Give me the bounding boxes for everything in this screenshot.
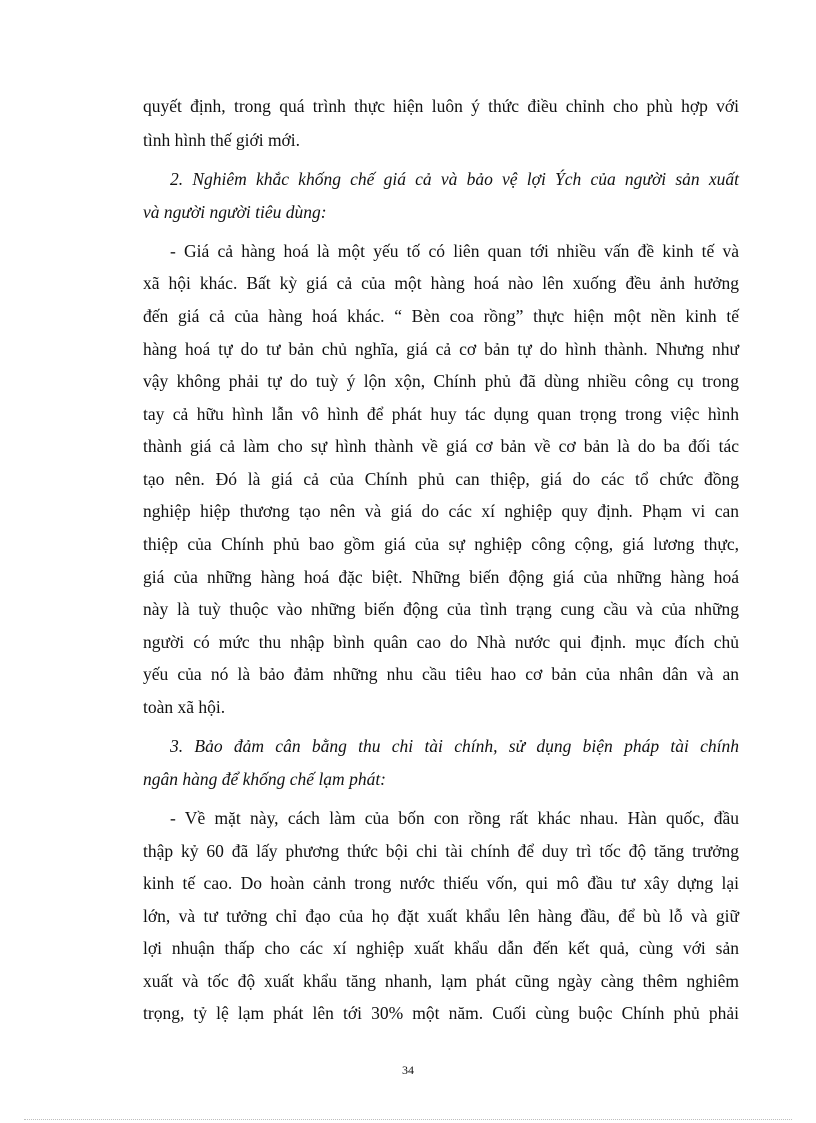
text-line: giá của những hàng hoá đặc biệt. Những biến động giá của những hàng hoá <box>143 567 739 587</box>
text-line: yếu của nó là bảo đảm những nhu cầu tiêu hao cơ bản của nhân dân và an <box>143 664 739 684</box>
text-line: tình hình thế giới mới. <box>143 130 301 150</box>
text-line: tạo nên. Đó là giá cả của Chính phủ can thiệp, giá do các tổ chức đồng <box>143 469 739 489</box>
text-line: lợi nhuận thấp cho các xí nghiệp xuất khẩu dẫn đến kết quả, cùng với sản <box>143 938 739 958</box>
text-line: thiệp của Chính phủ bao gồm giá của sự nghiệp công cộng, giá lương thực, <box>143 534 739 554</box>
text-line: xuất và tốc độ xuất khẩu tăng nhanh, lạm phát cũng ngày càng thêm nghiêm <box>143 971 739 991</box>
page-bottom-divider <box>24 1119 792 1120</box>
text-line: thành giá cả làm cho sự hình thành về giá cơ bản về cơ bản là do ba đối tác <box>143 436 739 456</box>
text-line: đến giá cả của hàng hoá khác. “ Bèn coa rồng” thực hiện một nền kinh tế <box>143 306 739 326</box>
text-line: lớn, và tư tưởng chỉ đạo của họ đặt xuất khẩu lên hàng đầu, để bù lỗ và giữ <box>143 906 739 926</box>
text-line: trọng, tỷ lệ lạm phát lên tới 30% một năm. Cuối cùng buộc Chính phủ phải <box>143 1003 739 1023</box>
text-line: kinh tế cao. Do hoàn cảnh trong nước thiếu vốn, qui mô đầu tư xây dựng lại <box>143 873 739 893</box>
text-line: - Giá cả hàng hoá là một yếu tố có liên quan tới nhiều vấn đề kinh tế và <box>170 241 739 261</box>
text-line: vậy không phải tự do tuỳ ý lộn xộn, Chính phủ đã dùng nhiều công cụ trong <box>143 371 739 391</box>
text-line: tay cả hữu hình lẫn vô hình để phát huy tác dụng quan trọng trong việc hình <box>143 404 739 424</box>
text-line: này là tuỳ thuộc vào những biến động của tình trạng cung cầu và của những <box>143 599 739 619</box>
page-number: 34 <box>402 1063 414 1077</box>
text-line: người có mức thu nhập bình quân cao do Nhà nước qui định. mục đích chủ <box>143 632 739 652</box>
text-line: - Về mặt này, cách làm của bốn con rồng rất khác nhau. Hàn quốc, đầu <box>170 808 739 828</box>
text-line: thập kỷ 60 đã lấy phương thức bội chi tài chính để duy trì tốc độ tăng trưởng <box>143 841 739 861</box>
section-heading-line: 3. Bảo đảm cân bằng thu chi tài chính, sử dụng biện pháp tài chính <box>170 736 739 756</box>
text-line: quyết định, trong quá trình thực hiện luôn ý thức điều chỉnh cho phù hợp với <box>143 96 739 116</box>
text-line: xã hội khác. Bất kỳ giá cả của một hàng hoá nào lên xuống đều ảnh hưởng <box>143 273 739 293</box>
section-heading-line: 2. Nghiêm khắc khống chế giá cả và bảo vệ lợi Ých của người sản xuất <box>170 169 739 189</box>
section-heading-line: ngân hàng để khống chế lạm phát: <box>143 769 387 789</box>
text-line: nghiệp hiệp thương tạo nên và giá do các xí nghiệp quy định. Phạm vi can <box>143 501 739 521</box>
section-heading-line: và người người tiêu dùng: <box>143 202 327 222</box>
text-line: hàng hoá tự do tư bản chủ nghĩa, giá cả cơ bản tự do hình thành. Nhưng như <box>143 339 739 359</box>
text-line: toàn xã hội. <box>143 697 226 717</box>
